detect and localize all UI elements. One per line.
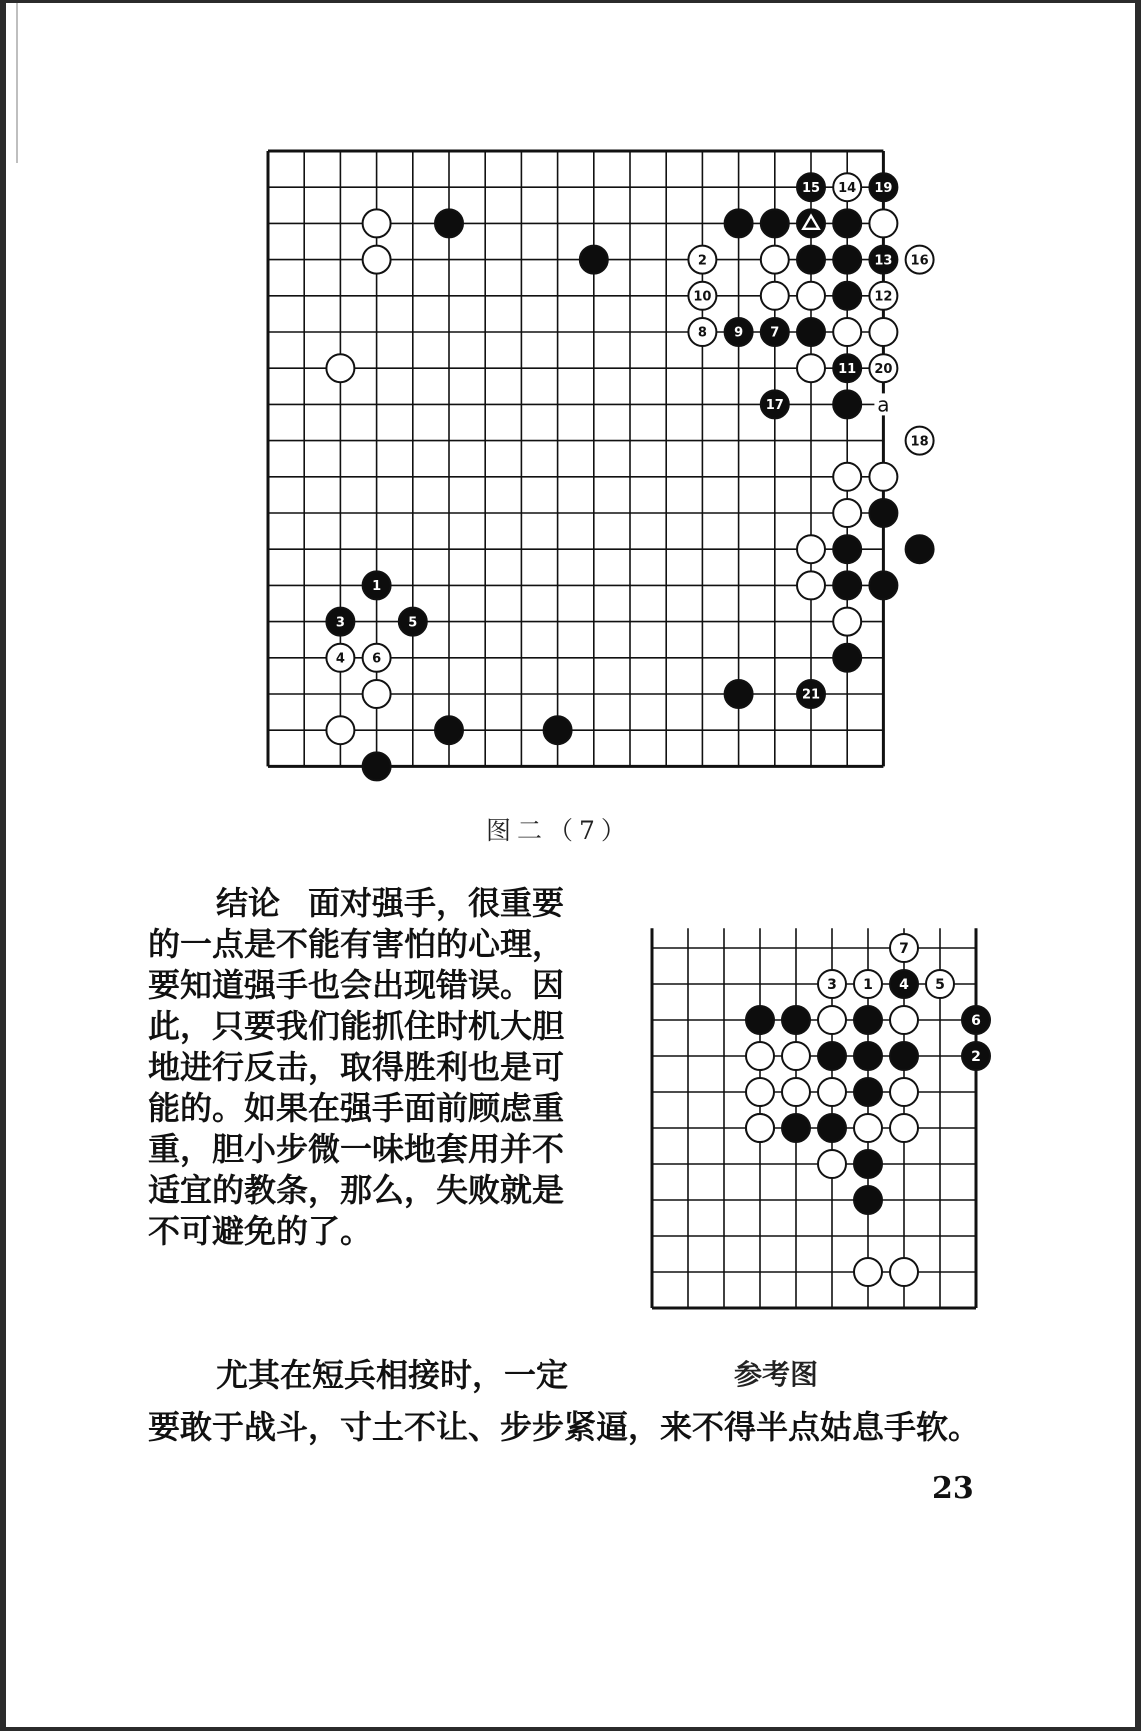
black-stone bbox=[854, 1042, 882, 1070]
scan-edge-line bbox=[16, 3, 18, 163]
move-number: 7 bbox=[899, 941, 909, 958]
move-number: 2 bbox=[697, 253, 707, 269]
move-number: 15 bbox=[801, 180, 821, 196]
white-stone bbox=[818, 1006, 846, 1034]
black-move-stone bbox=[326, 608, 354, 636]
white-move-stone bbox=[833, 173, 861, 201]
conclusion-paragraph bbox=[148, 883, 608, 1252]
black-stone bbox=[869, 571, 897, 599]
move-number: 9 bbox=[734, 325, 744, 341]
black-stone bbox=[833, 209, 861, 237]
black-move-stone bbox=[761, 318, 789, 346]
white-stone bbox=[326, 354, 354, 382]
white-stone bbox=[363, 209, 391, 237]
white-stone bbox=[363, 246, 391, 274]
page-number: 23 bbox=[932, 1471, 974, 1506]
move-number: 4 bbox=[335, 651, 345, 667]
white-move-stone bbox=[363, 644, 391, 672]
black-stone bbox=[833, 246, 861, 274]
white-move-stone bbox=[906, 427, 934, 455]
white-stone bbox=[890, 1258, 918, 1286]
black-stone bbox=[818, 1114, 846, 1142]
para-line-3: 要知道强手也会出现错误。因 bbox=[148, 966, 565, 1004]
white-move-stone bbox=[869, 282, 897, 310]
para-line-8: 适宜的教条，那么，失败就是 bbox=[148, 1171, 565, 1209]
move-number: 3 bbox=[827, 977, 837, 994]
move-number: 7 bbox=[770, 325, 780, 341]
white-stone bbox=[746, 1042, 774, 1070]
black-move-stone bbox=[797, 173, 825, 201]
figure-ref-caption: 参考图 bbox=[734, 1358, 819, 1391]
white-stone bbox=[833, 463, 861, 491]
black-move-stone bbox=[399, 608, 427, 636]
move-number: 17 bbox=[765, 398, 784, 414]
white-stone bbox=[363, 680, 391, 708]
marker-a: a bbox=[877, 392, 890, 417]
para2-line-2: 要敢于战斗，寸土不让、步步紧逼，来不得半点姑息手软。 bbox=[148, 1408, 981, 1446]
black-stone bbox=[833, 390, 861, 418]
black-stone bbox=[746, 1006, 774, 1034]
para-line-5: 地进行反击，取得胜利也是可 bbox=[148, 1048, 565, 1086]
white-stone bbox=[854, 1114, 882, 1142]
move-number: 4 bbox=[899, 977, 909, 994]
white-move-stone bbox=[818, 970, 846, 998]
black-stone bbox=[833, 282, 861, 310]
para2-line-1: 尤其在短兵相接时，一定 bbox=[216, 1356, 569, 1394]
white-stone bbox=[782, 1042, 810, 1070]
black-stone bbox=[854, 1078, 882, 1106]
black-stone bbox=[854, 1006, 882, 1034]
white-stone bbox=[833, 608, 861, 636]
move-number: 16 bbox=[910, 253, 929, 269]
white-move-stone bbox=[688, 282, 716, 310]
move-number: 5 bbox=[935, 977, 945, 994]
white-stone bbox=[890, 1006, 918, 1034]
white-stone bbox=[869, 463, 897, 491]
move-number: 5 bbox=[408, 615, 418, 631]
white-move-stone bbox=[688, 246, 716, 274]
move-number: 21 bbox=[801, 687, 821, 703]
black-move-stone bbox=[962, 1006, 990, 1034]
para-line-6: 能的。如果在强手面前顾虑重 bbox=[148, 1089, 565, 1127]
black-stone bbox=[797, 246, 825, 274]
white-stone bbox=[782, 1078, 810, 1106]
white-stone bbox=[833, 499, 861, 527]
black-stone bbox=[782, 1006, 810, 1034]
black-stone bbox=[833, 535, 861, 563]
black-stone bbox=[761, 209, 789, 237]
white-stone bbox=[890, 1114, 918, 1142]
para-line-2: 的一点是不能有害怕的心理， bbox=[148, 925, 565, 963]
black-stone bbox=[580, 246, 608, 274]
black-stone bbox=[782, 1114, 810, 1142]
para-line-7: 重，胆小步微一味地套用并不 bbox=[148, 1130, 565, 1168]
second-paragraph bbox=[148, 1349, 1048, 1453]
white-stone bbox=[797, 282, 825, 310]
para-line-1 bbox=[148, 883, 608, 924]
move-number: 8 bbox=[697, 325, 707, 341]
black-stone bbox=[435, 209, 463, 237]
black-stone bbox=[854, 1150, 882, 1178]
move-number: 2 bbox=[971, 1049, 981, 1066]
black-stone bbox=[544, 716, 572, 744]
black-move-stone bbox=[761, 390, 789, 418]
move-number: 18 bbox=[910, 434, 929, 450]
line-text: 面对强手，很重要 bbox=[308, 884, 565, 922]
white-move-stone bbox=[869, 354, 897, 382]
white-stone bbox=[746, 1114, 774, 1142]
black-stone bbox=[833, 644, 861, 672]
black-stone bbox=[854, 1186, 882, 1214]
black-stone bbox=[818, 1042, 846, 1070]
black-move-stone bbox=[890, 970, 918, 998]
keyword-conclusion: 结论 bbox=[216, 884, 281, 922]
white-stone bbox=[761, 246, 789, 274]
white-stone bbox=[326, 716, 354, 744]
move-number: 13 bbox=[874, 253, 893, 269]
move-number: 6 bbox=[971, 1013, 981, 1030]
black-stone bbox=[725, 209, 753, 237]
white-move-stone bbox=[854, 970, 882, 998]
black-stone bbox=[797, 318, 825, 346]
white-stone bbox=[890, 1078, 918, 1106]
move-number: 1 bbox=[372, 579, 382, 595]
black-move-stone bbox=[725, 318, 753, 346]
black-move-stone bbox=[833, 354, 861, 382]
white-move-stone bbox=[326, 644, 354, 672]
black-stone bbox=[725, 680, 753, 708]
white-move-stone bbox=[906, 246, 934, 274]
black-move-stone bbox=[869, 173, 897, 201]
move-number: 3 bbox=[335, 615, 345, 631]
figure-main-caption: 图二（7） bbox=[486, 816, 632, 845]
white-stone bbox=[833, 318, 861, 346]
go-board-main bbox=[258, 141, 929, 797]
move-number: 12 bbox=[874, 289, 893, 305]
board-grid bbox=[268, 151, 883, 766]
move-number: 19 bbox=[874, 180, 893, 196]
white-move-stone bbox=[926, 970, 954, 998]
white-stone bbox=[797, 571, 825, 599]
white-stone bbox=[869, 318, 897, 346]
black-stone bbox=[869, 499, 897, 527]
white-move-stone bbox=[688, 318, 716, 346]
white-stone bbox=[818, 1078, 846, 1106]
black-move-stone bbox=[962, 1042, 990, 1070]
move-number: 10 bbox=[693, 289, 712, 305]
book-page bbox=[6, 3, 1135, 1727]
white-stone bbox=[818, 1150, 846, 1178]
black-stone bbox=[833, 571, 861, 599]
white-stone bbox=[797, 535, 825, 563]
move-number: 6 bbox=[372, 651, 382, 667]
white-stone bbox=[854, 1258, 882, 1286]
black-stone bbox=[890, 1042, 918, 1070]
para-line-9: 不可避免的了。 bbox=[148, 1212, 373, 1250]
black-stone bbox=[435, 716, 463, 744]
move-number: 1 bbox=[863, 977, 873, 994]
black-stone bbox=[906, 535, 934, 563]
black-stone bbox=[363, 752, 391, 780]
move-number: 14 bbox=[838, 180, 857, 196]
go-board-reference bbox=[646, 928, 1046, 1342]
black-move-stone bbox=[363, 571, 391, 599]
move-number: 20 bbox=[874, 361, 893, 377]
white-stone bbox=[761, 282, 789, 310]
white-move-stone bbox=[890, 934, 918, 962]
black-move-stone bbox=[797, 680, 825, 708]
move-number: 11 bbox=[838, 361, 857, 377]
white-stone bbox=[797, 354, 825, 382]
para-line-4: 此，只要我们能抓住时机大胆 bbox=[148, 1007, 565, 1045]
white-stone bbox=[746, 1078, 774, 1106]
white-stone bbox=[869, 209, 897, 237]
black-move-stone bbox=[869, 246, 897, 274]
